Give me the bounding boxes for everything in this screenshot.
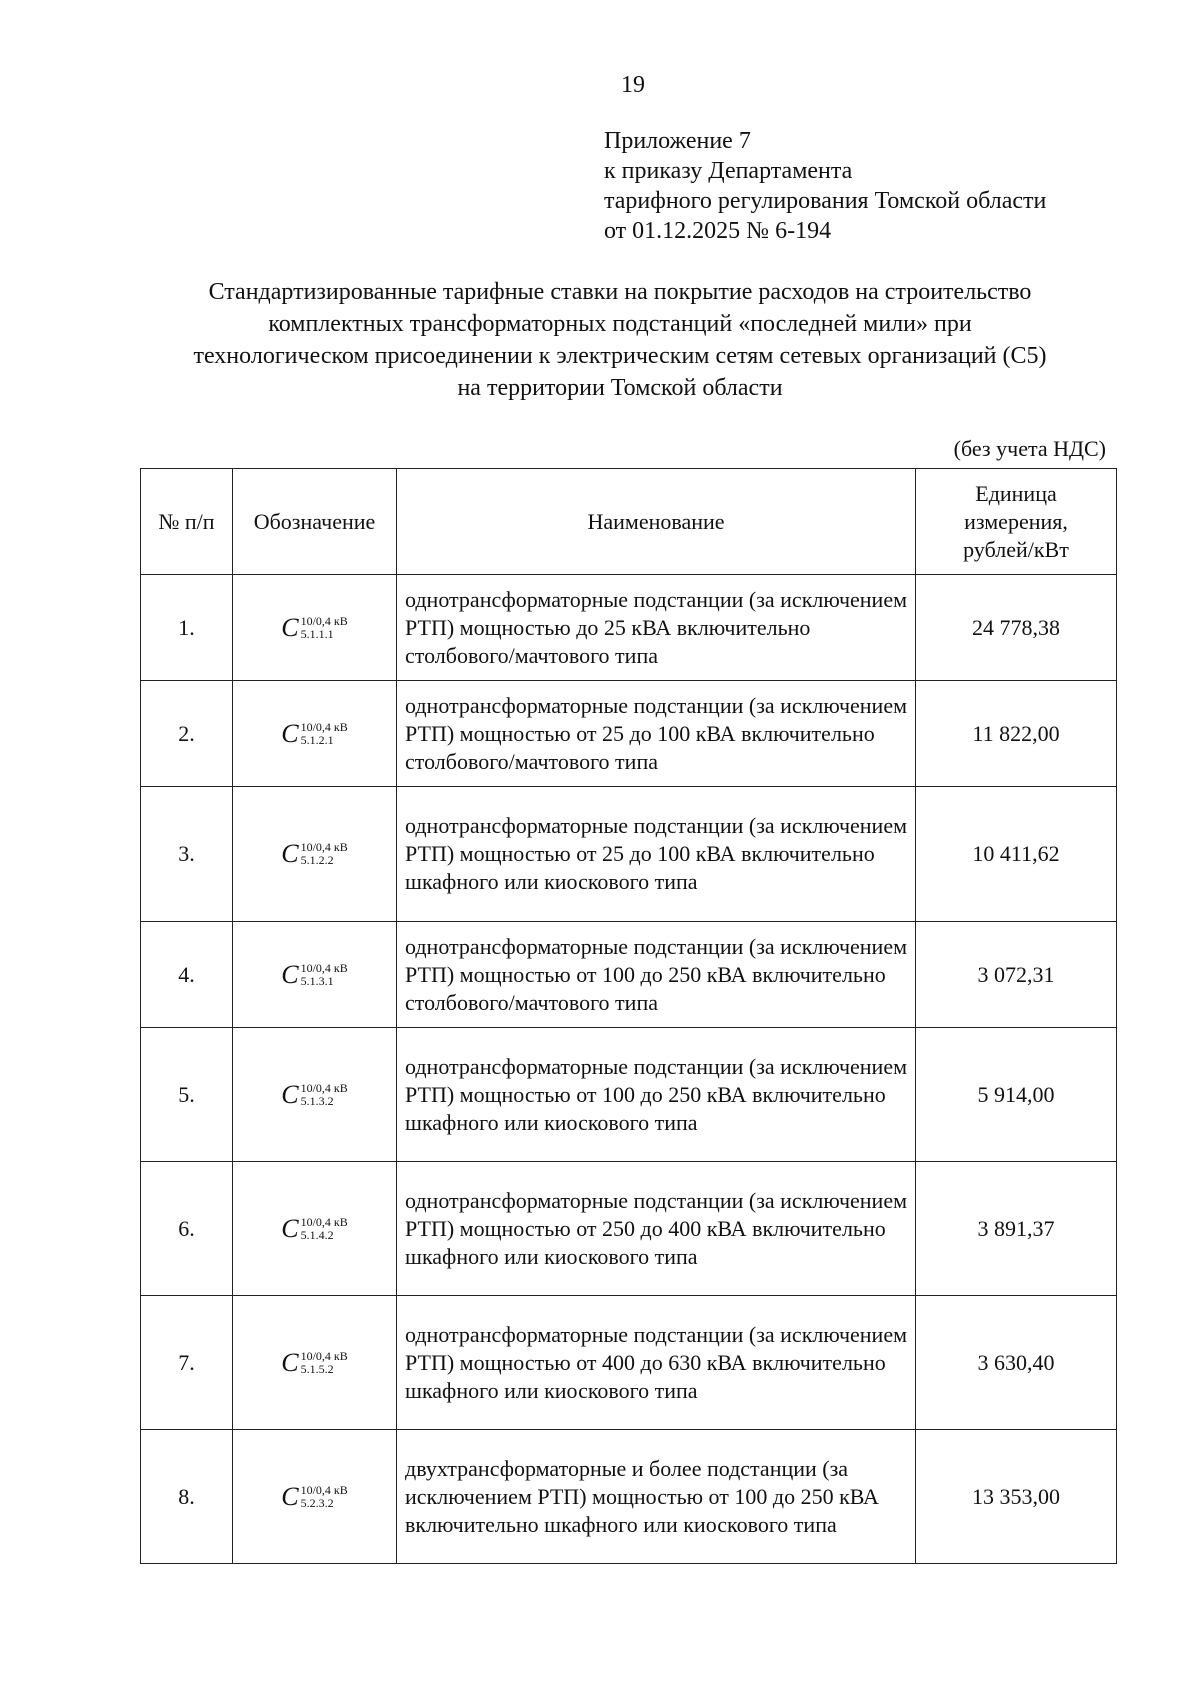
rate-symbol-letter: C xyxy=(281,1213,299,1243)
table-row xyxy=(141,575,1117,681)
appendix-line-2: к приказу Департамента xyxy=(604,158,853,184)
table-row xyxy=(141,787,1117,922)
table-row xyxy=(141,1430,1117,1564)
row-number: 7. xyxy=(141,1296,233,1430)
rate-symbol-subscript: 5.1.5.2 xyxy=(300,1361,334,1376)
appendix-line-1: Приложение 7 xyxy=(604,128,751,154)
rate-symbol-subscript: 5.1.4.2 xyxy=(300,1227,334,1242)
appendix-line-3: тарифного регулирования Томской области xyxy=(604,188,1047,214)
rate-symbol-letter: C xyxy=(281,839,299,868)
title-line-3: технологическом присоединении к электрическим сетям сетевых организаций (С5) xyxy=(193,343,1047,369)
row-number: 3. xyxy=(141,787,233,922)
header-unit-line-1: Единица xyxy=(975,480,1057,506)
row-value: 5 914,00 xyxy=(916,1028,1117,1162)
rate-symbol-cell xyxy=(233,1296,397,1430)
row-name: однотрансформаторные подстанции (за исключением РТП) мощностью от 250 до 400 кВА включительно шкафного или киоскового типа xyxy=(397,1162,916,1296)
rate-symbol-cell xyxy=(233,787,397,922)
row-name: однотрансформаторные подстанции (за исключением РТП) мощностью от 25 до 100 кВА включительно шкафного или киоскового типа xyxy=(397,787,916,922)
table-row xyxy=(141,1162,1117,1296)
header-symbol: Обозначение xyxy=(233,469,397,575)
row-value: 3 072,31 xyxy=(916,922,1117,1028)
row-number: 8. xyxy=(141,1430,233,1564)
row-value: 10 411,62 xyxy=(916,787,1117,922)
rate-symbol-cell xyxy=(233,575,397,681)
row-name: однотрансформаторные подстанции (за исключением РТП) мощностью от 100 до 250 кВА включительно шкафного или киоскового типа xyxy=(397,1028,916,1162)
row-number: 5. xyxy=(141,1028,233,1162)
rate-symbol-cell xyxy=(233,681,397,787)
document-title xyxy=(140,276,1100,404)
header-num: № п/п xyxy=(141,469,233,575)
rate-symbol-subscript: 5.1.3.2 xyxy=(300,1093,334,1108)
table-row xyxy=(141,1028,1117,1162)
rate-symbol-superscript: 10/0,4 кВ xyxy=(300,719,348,734)
row-name: однотрансформаторные подстанции (за исключением РТП) мощностью от 25 до 100 кВА включительно столбового/мачтового типа xyxy=(397,681,916,787)
tariff-table xyxy=(140,468,1117,1564)
header-unit-line-3: рублей/кВт xyxy=(963,536,1069,562)
row-number: 1. xyxy=(141,575,233,681)
rate-symbol-letter: C xyxy=(281,1481,299,1511)
rate-symbol-subscript: 5.1.2.1 xyxy=(300,732,334,747)
rate-symbol-superscript: 10/0,4 кВ xyxy=(300,1348,348,1363)
header-unit-line-2: измерения, xyxy=(964,508,1068,534)
rate-symbol-superscript: 10/0,4 кВ xyxy=(300,1482,348,1497)
title-line-4: на территории Томской области xyxy=(457,375,783,401)
rate-symbol-superscript: 10/0,4 кВ xyxy=(300,1214,348,1229)
header-name: Наименование xyxy=(397,469,916,575)
rate-symbol-letter: C xyxy=(281,1347,299,1377)
rate-symbol xyxy=(281,719,348,749)
rate-symbol-cell xyxy=(233,1162,397,1296)
row-name: двухтрансформаторные и более подстанции (за исключением РТП) мощностью от 100 до 250 кВА включительно шкафного или киоскового типа xyxy=(397,1430,916,1564)
rate-symbol-cell xyxy=(233,922,397,1028)
title-line-2: комплектных трансформаторных подстанций «последней мили» при xyxy=(268,311,972,337)
row-value: 13 353,00 xyxy=(916,1430,1117,1564)
rate-symbol-cell xyxy=(233,1028,397,1162)
table-row xyxy=(141,1296,1117,1430)
rate-symbol-letter: C xyxy=(281,718,299,748)
header-unit xyxy=(916,469,1117,575)
rate-symbol-superscript: 10/0,4 кВ xyxy=(300,960,348,975)
rate-symbol-letter: C xyxy=(281,612,299,642)
rate-symbol xyxy=(281,839,348,869)
appendix-line-4: от 01.12.2025 № 6-194 xyxy=(604,218,832,244)
rate-symbol-letter: C xyxy=(281,959,299,989)
rate-symbol xyxy=(281,960,348,990)
table-row xyxy=(141,681,1117,787)
rate-symbol xyxy=(281,1214,348,1244)
rate-symbol-superscript: 10/0,4 кВ xyxy=(300,613,348,628)
rate-symbol-letter: C xyxy=(281,1079,299,1109)
rate-symbol xyxy=(281,1080,348,1110)
row-value: 3 630,40 xyxy=(916,1296,1117,1430)
rate-symbol-superscript: 10/0,4 кВ xyxy=(300,1080,348,1095)
row-name: однотрансформаторные подстанции (за исключением РТП) мощностью до 25 кВА включительно столбового/мачтового типа xyxy=(397,575,916,681)
rate-symbol-subscript: 5.1.1.1 xyxy=(300,626,334,641)
appendix-block xyxy=(604,126,1046,246)
title-line-1: Стандартизированные тарифные ставки на покрытие расходов на строительство xyxy=(208,279,1032,305)
rate-symbol-superscript: 10/0,4 кВ xyxy=(300,840,348,854)
row-name: однотрансформаторные подстанции (за исключением РТП) мощностью от 100 до 250 кВА включительно столбового/мачтового типа xyxy=(397,922,916,1028)
row-number: 2. xyxy=(141,681,233,787)
rate-symbol xyxy=(281,1482,348,1512)
row-value: 11 822,00 xyxy=(916,681,1117,787)
vat-note: (без учета НДС) xyxy=(953,436,1106,461)
rate-symbol-subscript: 5.1.2.2 xyxy=(300,853,334,867)
rate-symbol xyxy=(281,1348,348,1378)
rate-symbol-subscript: 5.2.3.2 xyxy=(300,1495,334,1510)
rate-symbol-subscript: 5.1.3.1 xyxy=(300,973,334,988)
rate-symbol-cell xyxy=(233,1430,397,1564)
row-value: 3 891,37 xyxy=(916,1162,1117,1296)
table-header-row xyxy=(141,469,1117,575)
row-number: 4. xyxy=(141,922,233,1028)
page-number: 19 xyxy=(621,72,645,98)
row-value: 24 778,38 xyxy=(916,575,1117,681)
row-number: 6. xyxy=(141,1162,233,1296)
rate-symbol xyxy=(281,613,348,643)
table-row xyxy=(141,922,1117,1028)
row-name: однотрансформаторные подстанции (за исключением РТП) мощностью от 400 до 630 кВА включительно шкафного или киоскового типа xyxy=(397,1296,916,1430)
